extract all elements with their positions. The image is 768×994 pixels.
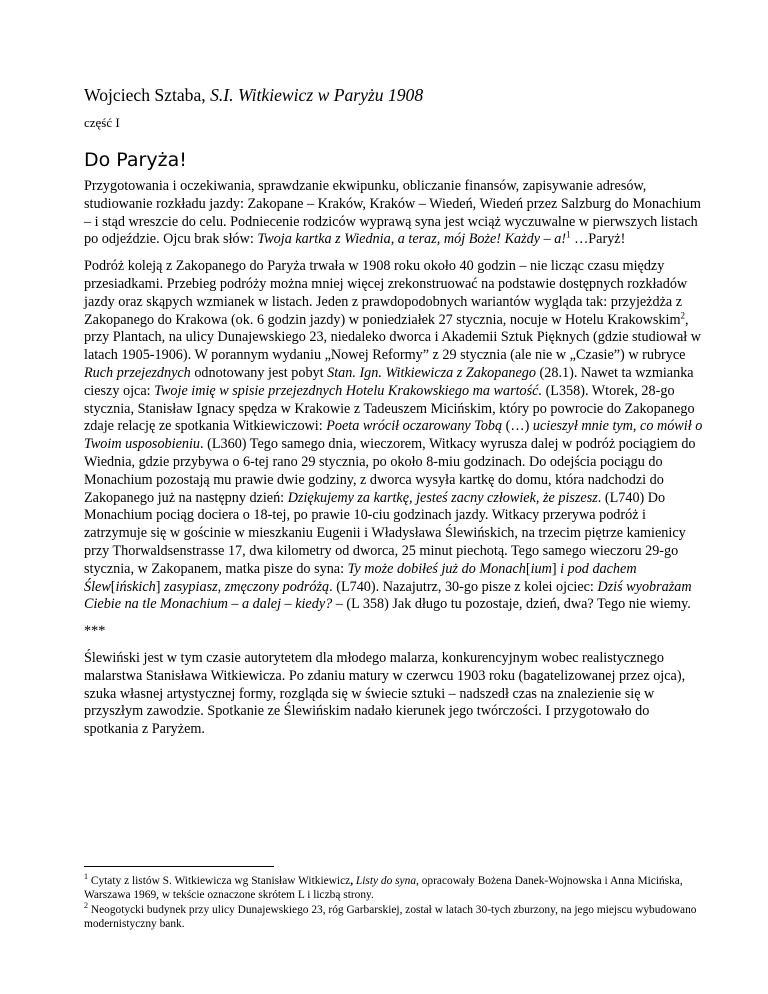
- text-run: , przy Plantach, na ulicy Dunajewskiego 23, niedaleko dworca i Akademii Sztuk Pięknych (gdzie studiował w latach 1905-1906). W porannym wydaniu „Nowej Reformy” z 29 stycznia (ale nie w „Czasie”) w rubryce: [84, 311, 702, 364]
- quote-run: Twoje imię w spisie przejezdnych Hotelu Krakowskiego ma wartość.: [154, 382, 543, 399]
- quote-run: Dziękujemy za kartkę, jesteś zacny człowiek, że piszesz: [287, 489, 598, 506]
- quote-run: i pod dachem Ślew: [84, 560, 637, 595]
- quote-run: Ty może dobiłeś już do Monach: [347, 560, 526, 577]
- author-name: Wojciech Sztaba,: [84, 85, 211, 105]
- text-run: [: [525, 560, 531, 577]
- section-heading: Do Paryża!: [84, 149, 187, 171]
- footnote-ref-2[interactable]: 2: [680, 309, 685, 320]
- quote-run: ucieszył mnie tym, co mówił o Twoim usposobieniu: [84, 418, 703, 453]
- text-run: Przygotowania i oczekiwania, sprawdzanie ekwipunku, obliczanie finansów, zapisywanie adresów, studiowanie rozkładu jazdy: Zakopane – Kraków, Kraków – Wiedeń, Wiedeń przez Salzburg do Monachium – i stąd wreszcie do celu. Podniecenie rodziców wyprawą syna jest wciąż wyczuwalne w pierwszych listach po odjeździe. Ojcu brak słów:: [84, 178, 701, 248]
- text-run: . (L360) Tego samego dnia, wieczorem, Witkacy wyrusza dalej w podróż pociągiem do Wiednia, gdzie przybywa o 6-tej rano 29 stycznia, po około 8-miu godzinach. Do odejścia pociągu do Monachium pozostają mu prawie dwie godziny, z dworca wysyła kartkę do domu, która nadchodzi do Zakopanego już na następny dzień:: [84, 436, 696, 506]
- quote-run: Ruch przejezdnych: [84, 364, 191, 381]
- quote-run: ium: [530, 560, 552, 577]
- quote-run: zasypiasz, zmęczony podróżą: [164, 578, 330, 595]
- paragraph-2: [84, 258, 704, 614]
- text-run: ]: [155, 578, 164, 595]
- footnote-number: 2: [84, 901, 88, 911]
- quote-run: Twoja kartka z Wiednia, a teraz, mój Boże! Każdy – a!: [257, 231, 567, 248]
- part-label: część I: [84, 115, 120, 130]
- quote-run: ińskich: [115, 578, 156, 595]
- text-run: (…): [502, 418, 533, 435]
- footnote-ref-1[interactable]: 1: [566, 229, 571, 240]
- text-run: ,: [350, 875, 356, 887]
- text-run: …Paryż!: [570, 231, 626, 248]
- footnote-divider: [84, 866, 274, 867]
- text-run: (28.1). Nawet ta wzmianka cieszy ojca:: [84, 364, 694, 399]
- section-separator: ***: [84, 623, 106, 640]
- document-body: [84, 84, 704, 748]
- document-title: [84, 84, 704, 106]
- text-run: Podróż koleją z Zakopanego do Paryża trwała w 1908 roku około 40 godzin – nie licząc czasu między przesiadkami. Przebieg podróży można mniej więcej zrekonstruować na podstawie dostępnych rozkładów jazdy oraz skąpych wzmianek w listach. Jeden z prawdopodobnych wariantów wygląda tak: przyjeżdża z Zakopanego do Krakowa (ok. 6 godzin jazdy) w poniedziałek 27 stycznia, nocuje w Hotelu Krakowskim: [84, 258, 688, 328]
- footnote-2: [84, 903, 704, 932]
- quote-run: Poeta wrócił oczarowany Tobą: [326, 418, 503, 435]
- paragraph-1: [84, 178, 704, 249]
- text-run: Neogotycki budynek przy ulicy Dunajewskiego 23, róg Garbarskiej, został w latach 30-tych zburzony, na jego miejscu wybudowano modernistyczny bank.: [84, 903, 697, 931]
- text-run: . (L740) Do Monachium pociąg dociera o 18-tej, po prawie 10-ciu godzinach jazdy. Witkacy przerywa podróż i zatrzymuje się w gościnie w mieszkaniu Eugenii i Władysława Ślewińskich, na trzecim piętrze kamienicy przy Thorwaldsenstrasse 17, dwa kilometry od dworca, 25 minut piechotą. Tego samego wieczoru 29-go stycznia, w Zakopanem, matka pisze do syna:: [84, 489, 686, 577]
- footnote-1: [84, 874, 704, 903]
- book-title: Listy do syna: [355, 875, 417, 887]
- quote-run: Stan. Ign. Witkiewicza z Zakopanego: [327, 364, 536, 381]
- footnote-number: 1: [84, 872, 88, 882]
- text-run: Cytaty z listów S. Witkiewicza wg Stanisław Witkiewicz: [88, 875, 351, 887]
- text-run: – (L 358) Jak długo tu pozostaje, dzień, dwa? Tego nie wiemy.: [332, 596, 691, 613]
- footnotes: [84, 866, 704, 932]
- text-run: (L358). Wtorek, 28-go stycznia, Stanisław Ignacy spędza w Krakowie z Tadeuszem Micińskim, który po powrocie do Zakopanego zdaje relację ze spotkania Witkiewiczowi:: [84, 382, 695, 435]
- text-run: ]: [551, 560, 561, 577]
- work-title: S.I. Witkiewicz w Paryżu 1908: [210, 85, 424, 105]
- quote-run: Dziś wyobrażam Ciebie na tle Monachium – a dalej – kiedy?: [84, 578, 692, 613]
- text-run: , opracowały Bożena Danek-Wojnowska i Anna Micińska, Warszawa 1969, w tekście oznaczone skrótem L i liczbą strony.: [84, 875, 683, 902]
- paragraph-3: Ślewiński jest w tym czasie autorytetem dla młodego malarza, konkurencyjnym wobec realistycznego malarstwa Stanisława Witkiewicza. Po zdaniu matury w czerwcu 1903 roku (bagatelizowanej przez ojca), szuka własnej artystycznej formy, rozgląda się w świecie sztuki – nadszedł czas na znalezienie się w przyszłym zawodzie. Spotkanie ze Ślewińskim nadało kierunek jego twórczości. I przygotowało do spotkania z Paryżem.: [84, 649, 686, 738]
- text-run: [: [110, 578, 116, 595]
- text-run: odnotowany jest pobyt: [190, 364, 328, 381]
- text-run: . (L740). Nazajutrz, 30-go pisze z kolei ojciec:: [329, 578, 598, 595]
